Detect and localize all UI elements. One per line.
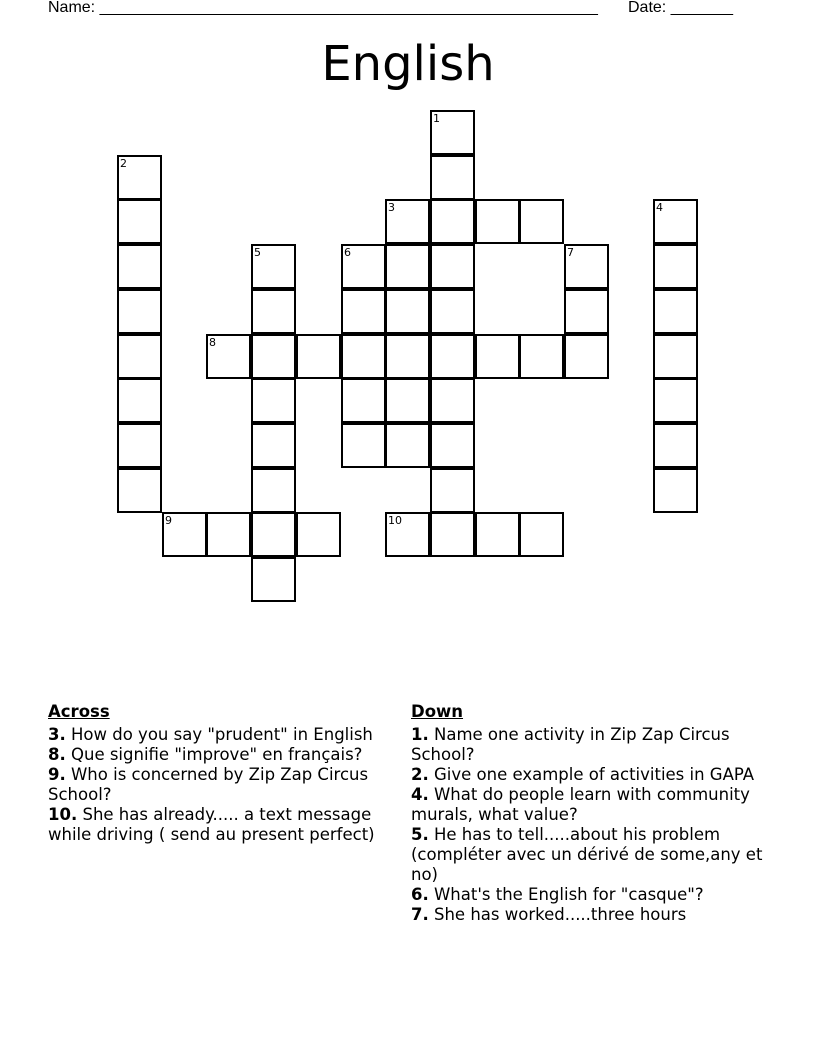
grid-cell[interactable]	[519, 512, 564, 557]
clue-number: 3	[388, 201, 395, 214]
across-clues	[48, 702, 408, 845]
across-clue	[48, 725, 408, 745]
clue-number: 1.	[411, 725, 429, 744]
grid-cell[interactable]	[251, 423, 296, 468]
name-field-label: Name: ________________________________________________________	[48, 0, 598, 16]
clue-number: 3.	[48, 725, 66, 744]
grid-cell[interactable]	[564, 289, 609, 334]
down-clue	[411, 725, 771, 765]
clue-text: How do you say "prudent" in English	[65, 725, 373, 744]
grid-cell[interactable]	[251, 468, 296, 513]
clue-number: 1	[433, 112, 440, 125]
grid-cell[interactable]	[519, 334, 564, 379]
clue-number: 2	[120, 157, 127, 170]
clue-number: 8	[209, 336, 216, 349]
grid-cell[interactable]	[251, 557, 296, 602]
down-clue	[411, 825, 771, 885]
clue-number: 9.	[48, 765, 66, 784]
grid-cell[interactable]	[385, 423, 430, 468]
grid-cell[interactable]	[430, 512, 475, 557]
grid-cell[interactable]	[206, 512, 251, 557]
grid-cell[interactable]	[251, 289, 296, 334]
down-clue	[411, 765, 771, 785]
grid-cell[interactable]	[475, 199, 520, 244]
clue-text: Who is concerned by Zip Zap Circus School?	[48, 765, 369, 804]
across-heading: Across	[48, 702, 110, 721]
grid-cell[interactable]	[117, 378, 162, 423]
grid-cell[interactable]	[430, 289, 475, 334]
grid-cell[interactable]	[385, 378, 430, 423]
clue-number: 5.	[411, 825, 429, 844]
clue-number: 2.	[411, 765, 429, 784]
clue-text: She has already..... a text message while driving ( send au present perfect)	[48, 805, 375, 844]
grid-cell[interactable]	[117, 468, 162, 513]
grid-cell[interactable]	[251, 334, 296, 379]
page-title: English	[321, 36, 495, 92]
grid-cell[interactable]	[385, 289, 430, 334]
grid-cell[interactable]	[251, 512, 296, 557]
clue-text: What's the English for "casque"?	[428, 885, 704, 904]
date-field-label: Date: _______	[628, 0, 733, 16]
across-clue	[48, 765, 408, 805]
down-heading: Down	[411, 702, 464, 721]
clue-number: 9	[165, 514, 172, 527]
grid-cell[interactable]	[117, 244, 162, 289]
grid-cell[interactable]	[296, 334, 341, 379]
clue-number: 6	[344, 246, 351, 259]
grid-cell[interactable]	[653, 423, 698, 468]
clue-text: Give one example of activities in GAPA	[428, 765, 755, 784]
grid-cell[interactable]	[653, 334, 698, 379]
clue-number: 4	[656, 201, 663, 214]
clue-text: He has to tell.....about his problem (compléter avec un dérivé de some,any et no)	[411, 825, 763, 884]
clue-text: She has worked.....three hours	[428, 905, 687, 924]
grid-cell[interactable]	[341, 423, 386, 468]
clue-text: Que signifie "improve" en français?	[65, 745, 363, 764]
grid-cell[interactable]	[341, 334, 386, 379]
grid-cell[interactable]	[296, 512, 341, 557]
grid-cell[interactable]	[475, 334, 520, 379]
grid-cell[interactable]	[251, 378, 296, 423]
grid-cell[interactable]	[653, 289, 698, 334]
grid-cell[interactable]	[385, 244, 430, 289]
clue-number: 10	[388, 514, 402, 527]
clue-number: 7	[567, 246, 574, 259]
grid-cell[interactable]	[430, 155, 475, 200]
grid-cell[interactable]	[117, 289, 162, 334]
grid-cell[interactable]	[430, 468, 475, 513]
grid-cell[interactable]	[653, 378, 698, 423]
clue-number: 8.	[48, 745, 66, 764]
clue-number: 6.	[411, 885, 429, 904]
grid-cell[interactable]	[430, 334, 475, 379]
down-clue	[411, 885, 771, 905]
grid-cell[interactable]	[341, 378, 386, 423]
across-clue	[48, 745, 408, 765]
grid-cell[interactable]	[653, 468, 698, 513]
grid-cell[interactable]	[117, 334, 162, 379]
down-clue	[411, 905, 771, 925]
grid-cell[interactable]	[430, 423, 475, 468]
grid-cell[interactable]	[430, 199, 475, 244]
grid-cell[interactable]	[341, 289, 386, 334]
grid-cell[interactable]	[430, 378, 475, 423]
grid-cell[interactable]	[653, 244, 698, 289]
grid-cell[interactable]	[117, 199, 162, 244]
clue-text: Name one activity in Zip Zap Circus School?	[411, 725, 730, 764]
clue-number: 10.	[48, 805, 78, 824]
grid-cell[interactable]	[430, 244, 475, 289]
grid-cell[interactable]	[385, 334, 430, 379]
down-clues	[411, 702, 771, 925]
grid-cell[interactable]	[519, 199, 564, 244]
clue-number: 7.	[411, 905, 429, 924]
across-clue	[48, 805, 408, 845]
down-clue	[411, 785, 771, 825]
grid-cell[interactable]	[475, 512, 520, 557]
clue-number: 4.	[411, 785, 429, 804]
clue-text: What do people learn with community murals, what value?	[411, 785, 750, 824]
grid-cell[interactable]	[117, 423, 162, 468]
clue-number: 5	[254, 246, 261, 259]
grid-cell[interactable]	[564, 334, 609, 379]
